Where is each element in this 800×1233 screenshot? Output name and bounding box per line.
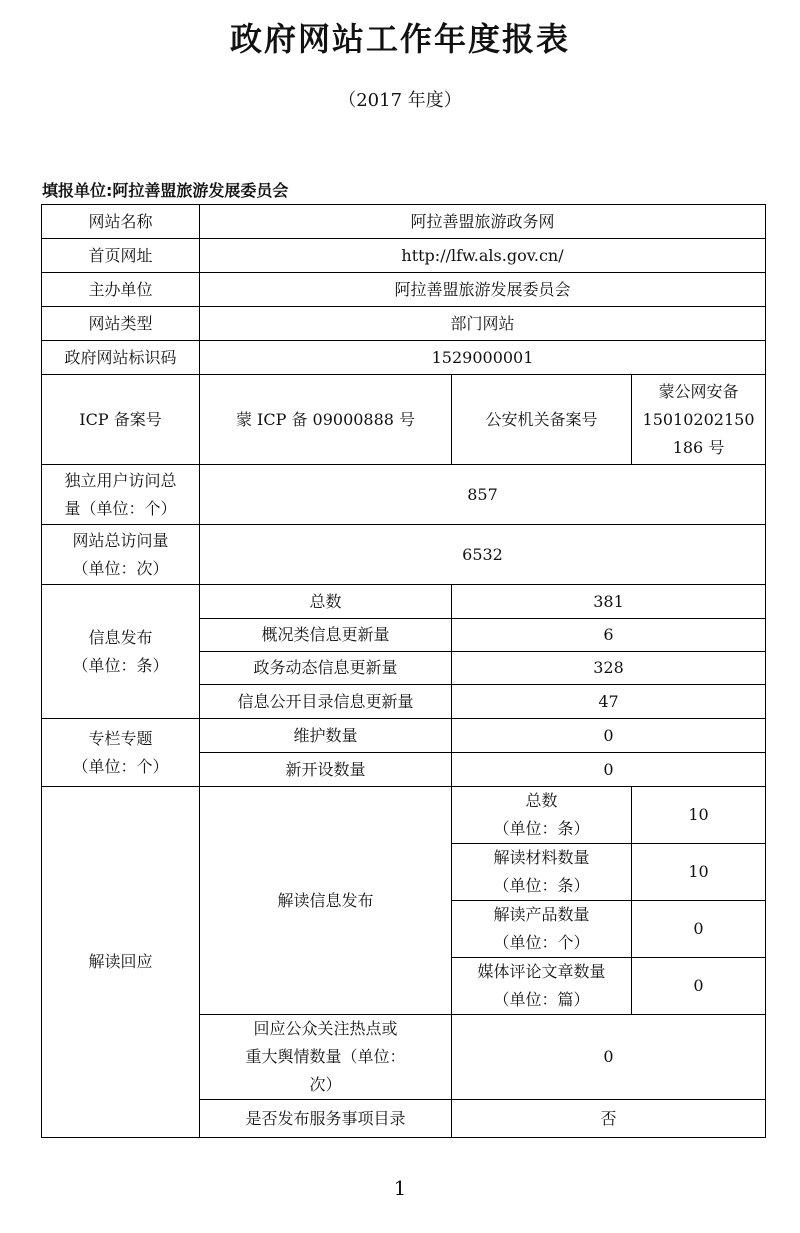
table-row [42, 719, 766, 753]
group-label: 专栏专题 （单位：个） [42, 719, 200, 787]
item-value: 0 [452, 719, 766, 753]
item-value: 47 [452, 685, 766, 719]
icp-value: 蒙 ICP 备 09000888 号 [200, 375, 452, 465]
row-value: 6532 [200, 525, 766, 585]
item-label: 总数 [200, 585, 452, 619]
item-label: 是否发布服务事项目录 [200, 1100, 452, 1138]
item-value: 0 [452, 1015, 766, 1100]
row-label: 独立用户访问总 量（单位：个） [42, 465, 200, 525]
table-row [42, 787, 766, 844]
item-value: 0 [452, 753, 766, 787]
row-label: 网站类型 [42, 307, 200, 341]
item-label: 回应公众关注热点或 重大舆情数量（单位： 次） [200, 1015, 452, 1100]
row-label: 首页网址 [42, 239, 200, 273]
row-value: 857 [200, 465, 766, 525]
reporting-unit: 填报单位:阿拉善盟旅游发展委员会 [42, 181, 289, 200]
item-value: 0 [632, 958, 766, 1015]
police-record-label: 公安机关备案号 [452, 375, 632, 465]
table-row [42, 273, 766, 307]
table-row [42, 465, 766, 525]
row-label: 网站总访问量 （单位：次） [42, 525, 200, 585]
row-value: 1529000001 [200, 341, 766, 375]
row-value: 阿拉善盟旅游政务网 [200, 205, 766, 239]
item-label: 媒体评论文章数量 （单位：篇） [452, 958, 632, 1015]
item-label: 维护数量 [200, 719, 452, 753]
row-label: 主办单位 [42, 273, 200, 307]
item-value: 否 [452, 1100, 766, 1138]
page-title: 政府网站工作年度报表 [229, 20, 570, 58]
item-label: 信息公开目录信息更新量 [200, 685, 452, 719]
sub-group-label: 解读信息发布 [200, 787, 452, 1015]
row-value: http://lfw.als.gov.cn/ [200, 239, 766, 273]
row-label: 网站名称 [42, 205, 200, 239]
table-row [42, 239, 766, 273]
row-value: 阿拉善盟旅游发展委员会 [200, 273, 766, 307]
item-value: 381 [452, 585, 766, 619]
report-table [41, 204, 766, 1138]
item-label: 总数 （单位：条） [452, 787, 632, 844]
report-year: （2017 年度） [338, 90, 462, 111]
table-row [42, 525, 766, 585]
police-record-value: 蒙公网安备 15010202150 186 号 [632, 375, 766, 465]
item-value: 6 [452, 619, 766, 652]
row-value: 部门网站 [200, 307, 766, 341]
item-value: 10 [632, 787, 766, 844]
table-row [42, 341, 766, 375]
table-row [42, 205, 766, 239]
item-value: 10 [632, 844, 766, 901]
item-value: 0 [632, 901, 766, 958]
item-value: 328 [452, 652, 766, 685]
row-label: 政府网站标识码 [42, 341, 200, 375]
item-label: 政务动态信息更新量 [200, 652, 452, 685]
group-label: 信息发布 （单位：条） [42, 585, 200, 719]
row-label: ICP 备案号 [42, 375, 200, 465]
item-label: 解读产品数量 （单位：个） [452, 901, 632, 958]
table-row [42, 307, 766, 341]
table-row [42, 375, 766, 465]
table-row [42, 585, 766, 619]
page-number: 1 [393, 1176, 407, 1200]
item-label: 新开设数量 [200, 753, 452, 787]
group-label: 解读回应 [42, 787, 200, 1138]
item-label: 解读材料数量 （单位：条） [452, 844, 632, 901]
item-label: 概况类信息更新量 [200, 619, 452, 652]
